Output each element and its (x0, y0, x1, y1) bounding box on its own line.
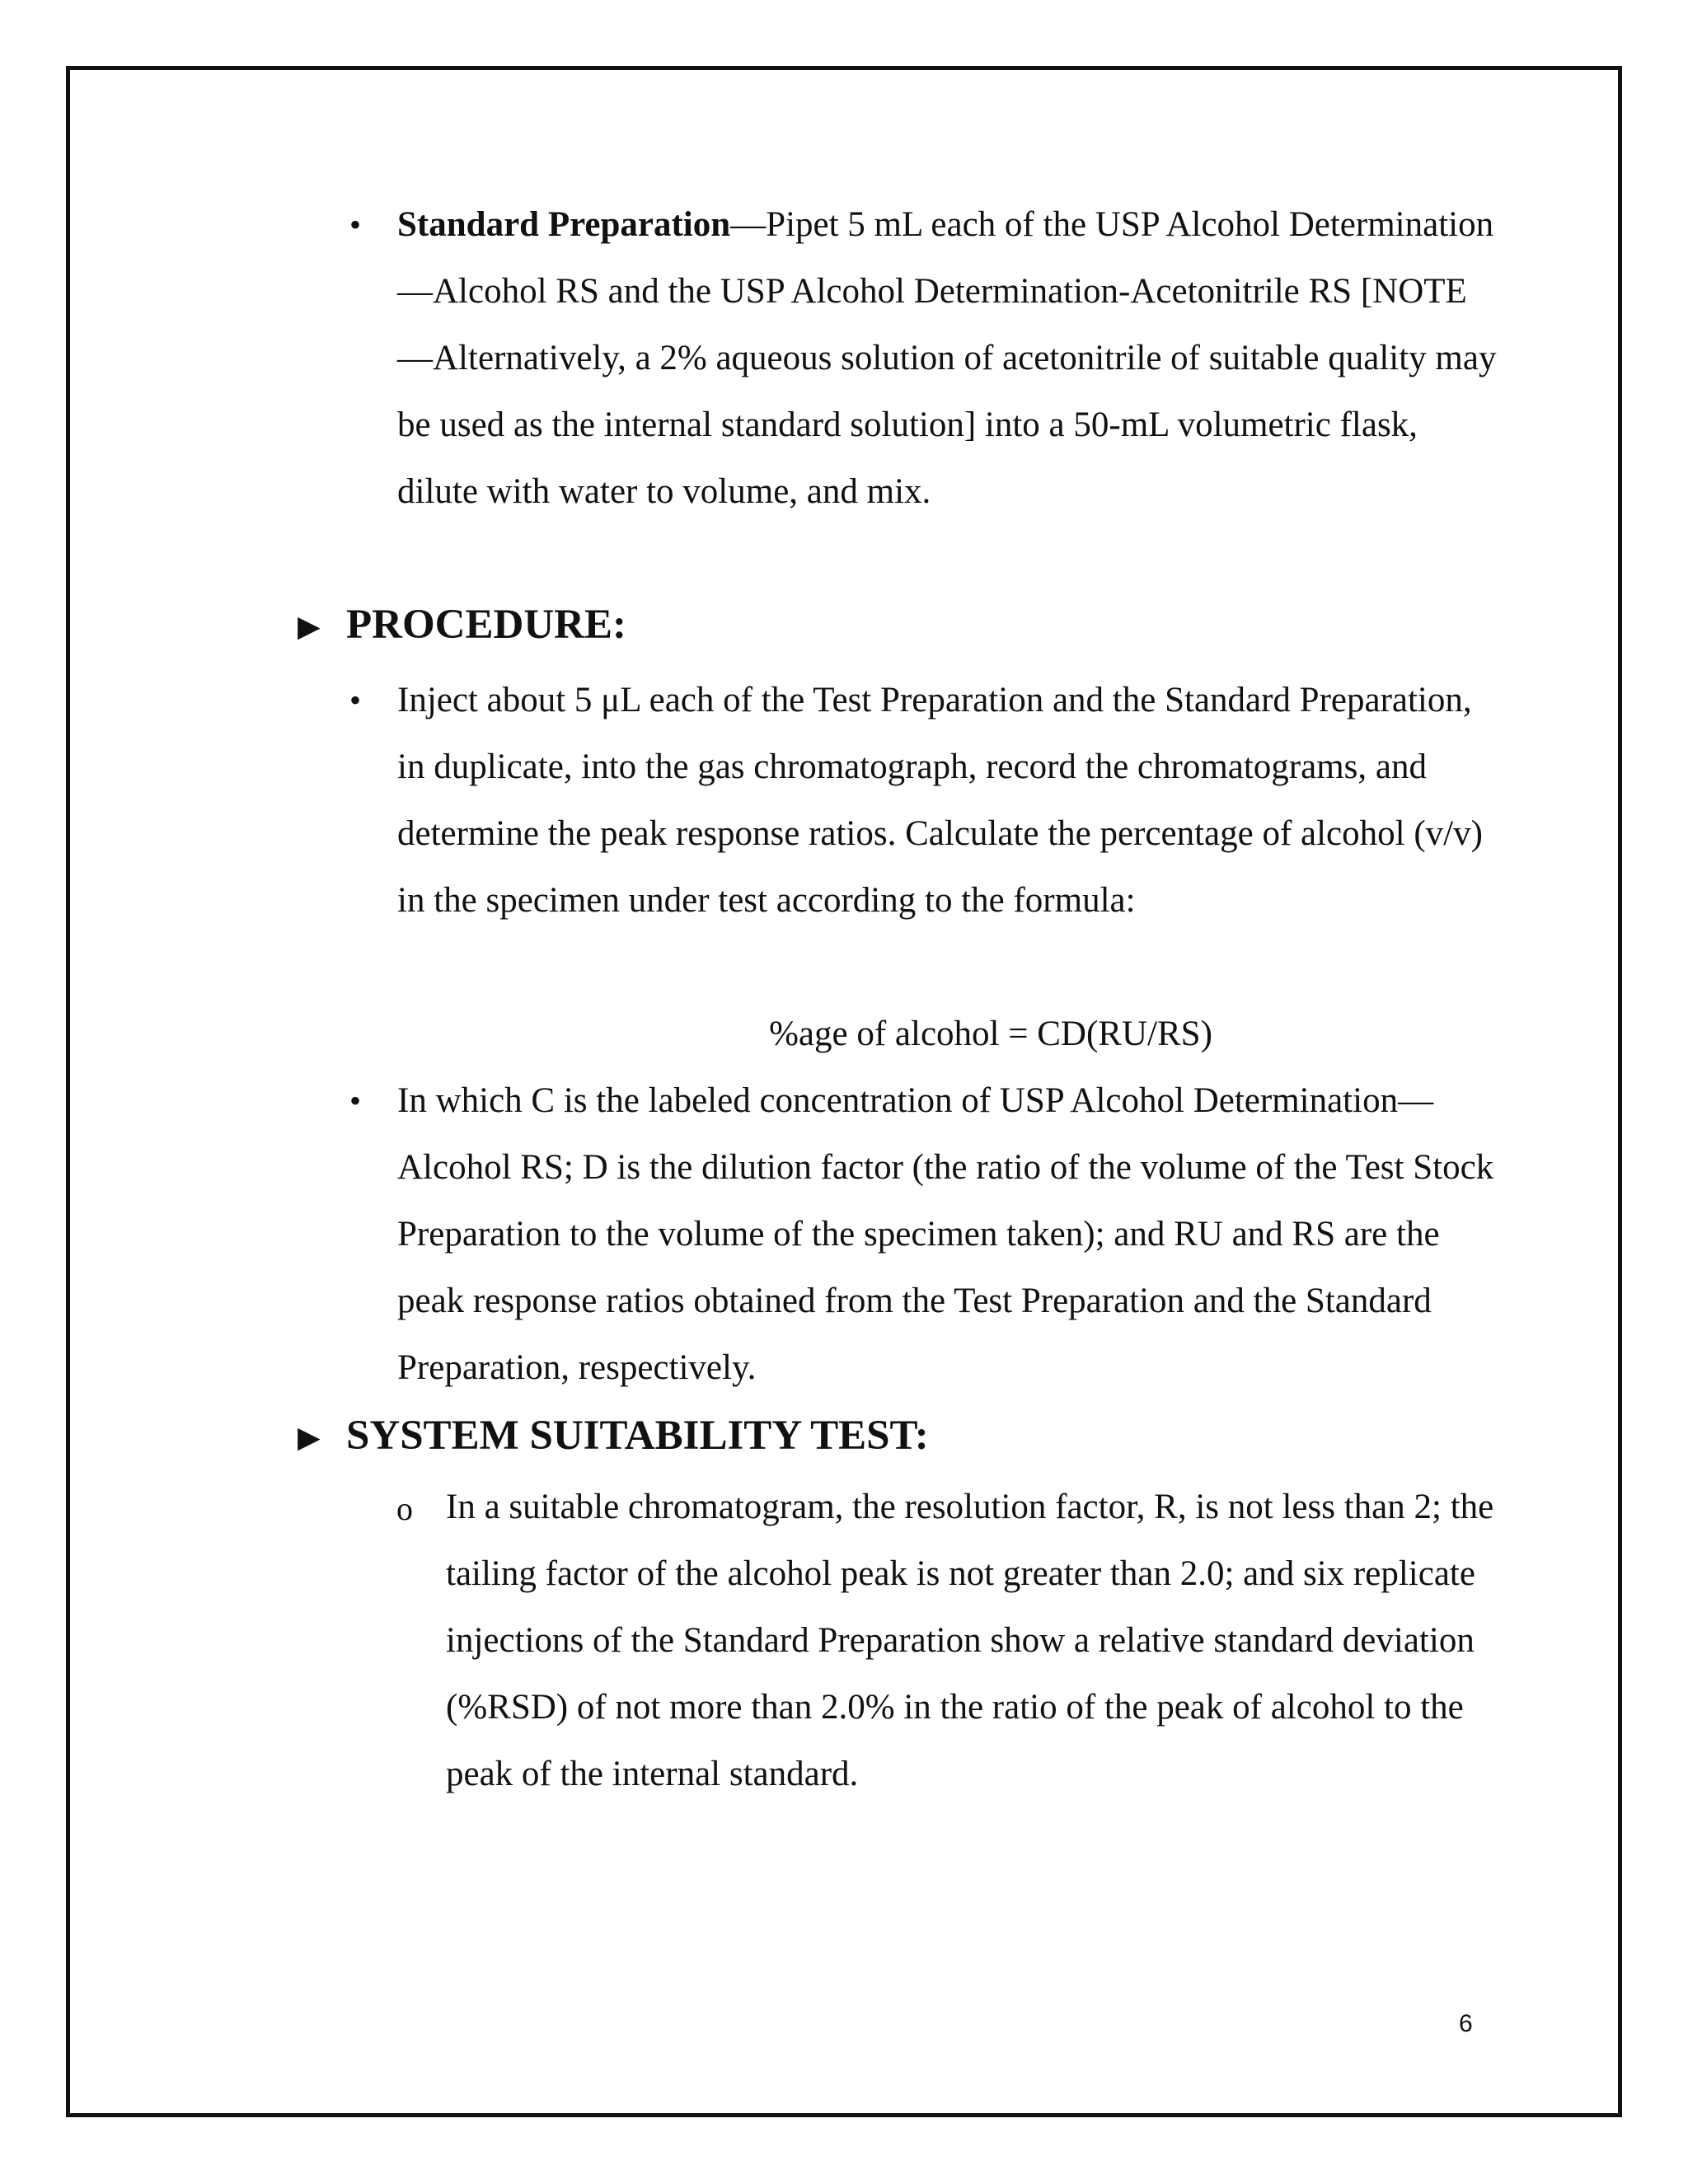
triangle-right-icon: ▶ (298, 1421, 321, 1454)
bullet-icon: • (349, 1082, 362, 1119)
standard-preparation-title: Standard Preparation (397, 205, 731, 244)
standard-preparation-text: —Pipet 5 mL each of the USP Alcohol Determination—Alcohol RS and the USP Alcohol Determination-Acetonitrile RS [NOTE—Alternatively, a 2% aqueous solution of acetonitrile of suitable quality may be used as the internal standard solution] into a 50-mL volumetric flask, dilute with water to volume, and mix. (397, 205, 1497, 511)
procedure-paragraph-1: Inject about 5 μL each of the Test Preparation and the Standard Preparation, in duplicate, into the gas chromatograph, record the chromatograms, and determine the peak response ratios. Calculate the percentage of alcohol (v/v) in the specimen under test according to the formula: (397, 681, 1483, 920)
bullet-icon: • (349, 206, 362, 243)
bullet-icon: • (349, 682, 362, 719)
page-number: 6 (1459, 2010, 1473, 2037)
standard-preparation-item (397, 191, 1502, 525)
procedure-paragraph-2: In which C is the labeled concentration of USP Alcohol Determination—Alcohol RS; D is the dilution factor (the ratio of the volume of the Test Stock Preparation to the volume of the specimen taken); and RU and RS are the peak response ratios obtained from the Test Preparation and the Standard Preparation, respectively. (397, 1081, 1494, 1387)
system-suitability-heading: SYSTEM SUITABILITY TEST: (346, 1413, 929, 1459)
formula: %age of alcohol = CD(RU/RS) (769, 1015, 1212, 1053)
triangle-right-icon: ▶ (298, 610, 321, 643)
system-suitability-text: In a suitable chromatogram, the resolution factor, R, is not less than 2; the tailing factor of the alcohol peak is not greater than 2.0; and six replicate injections of the Standard Preparation show a relative standard deviation (%RSD) of not more than 2.0% in the ratio of the peak of alcohol to the peak of the internal standard. (446, 1488, 1494, 1793)
circle-bullet-icon: o (396, 1490, 413, 1527)
procedure-heading: PROCEDURE: (346, 602, 626, 648)
